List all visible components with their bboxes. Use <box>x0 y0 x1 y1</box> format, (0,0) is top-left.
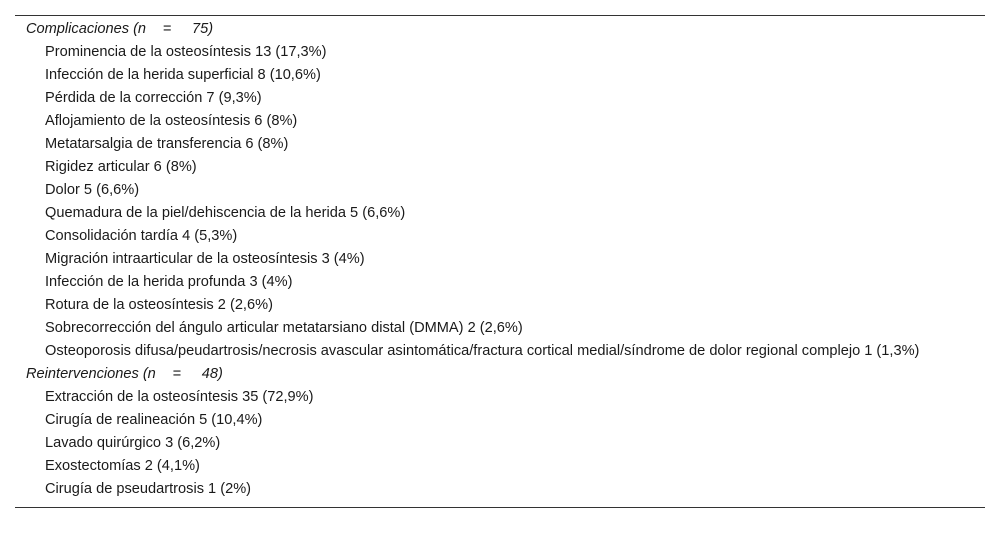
complications-heading <box>15 18 985 41</box>
complication-item: Metatarsalgia de transferencia 6 (8%) <box>45 136 289 152</box>
reintervention-item: Cirugía de pseudartrosis 1 (2%) <box>45 481 252 497</box>
complication-item: Infección de la herida superficial 8 (10,6%) <box>45 67 321 83</box>
reintervention-item: Lavado quirúrgico 3 (6,2%) <box>45 435 221 451</box>
complication-item: Aflojamiento de la osteosíntesis 6 (8%) <box>45 113 298 129</box>
reintervention-item: Extracción de la osteosíntesis 35 (72,9%) <box>45 389 314 405</box>
complication-item: Consolidación tardía 4 (5,3%) <box>45 228 238 244</box>
complications-heading-n: 75) <box>192 21 214 37</box>
complications-heading-label: Complicaciones (n <box>26 21 147 37</box>
complication-item: Rotura de la osteosíntesis 2 (2,6%) <box>45 297 273 313</box>
reintervention-item: Cirugía de realineación 5 (10,4%) <box>45 412 263 428</box>
reinterventions-heading-equals: = <box>172 366 182 382</box>
complication-item: Infección de la herida profunda 3 (4%) <box>45 274 293 290</box>
complication-item: Dolor 5 (6,6%) <box>45 182 140 198</box>
complication-item: Sobrecorrección del ángulo articular metatarsiano distal (DMMA) 2 (2,6%) <box>45 320 523 336</box>
complication-item: Quemadura de la piel/dehiscencia de la herida 5 (6,6%) <box>45 205 406 221</box>
complications-table <box>15 15 985 508</box>
reintervention-item: Exostectomías 2 (4,1%) <box>45 458 200 474</box>
complications-heading-equals: = <box>162 21 172 37</box>
complication-item: Osteoporosis difusa/peudartrosis/necrosis avascular asintomática/fractura cortical medial/síndrome de dolor regional complejo 1 (1,3%) <box>45 343 920 359</box>
complication-item: Prominencia de la osteosíntesis 13 (17,3%) <box>45 44 327 60</box>
reinterventions-heading-n: 48) <box>201 366 223 382</box>
reinterventions-heading-label: Reintervenciones (n <box>26 366 156 382</box>
complication-item: Pérdida de la corrección 7 (9,3%) <box>45 90 262 106</box>
reinterventions-heading <box>15 363 985 386</box>
complication-item: Migración intraarticular de la osteosíntesis 3 (4%) <box>45 251 365 267</box>
complication-item: Rigidez articular 6 (8%) <box>45 159 197 175</box>
